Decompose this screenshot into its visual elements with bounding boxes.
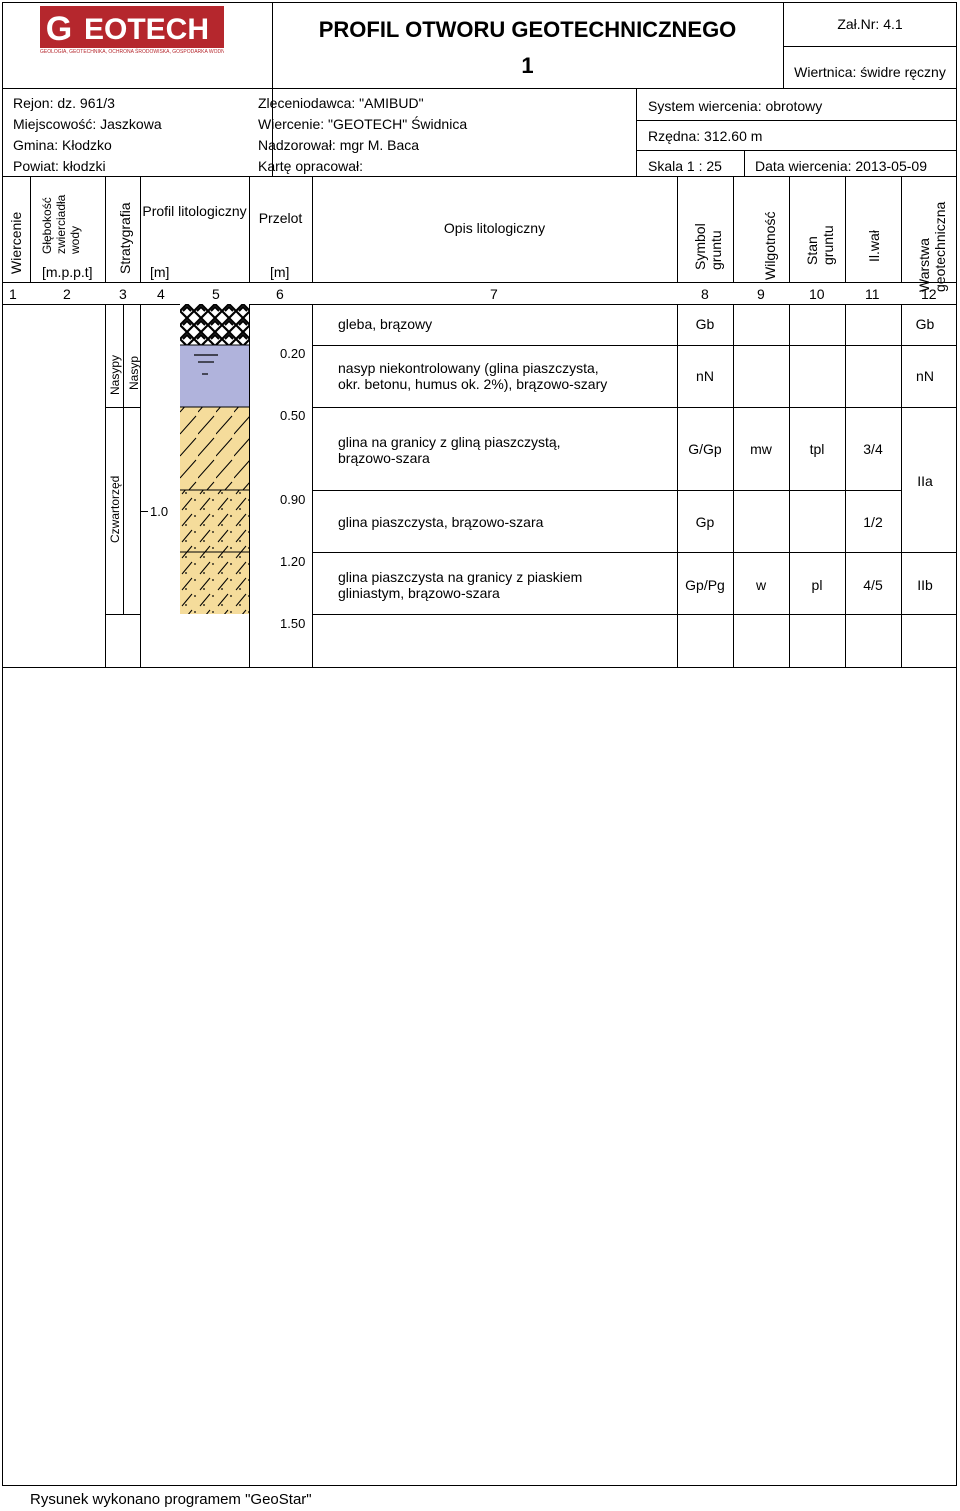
depth-1-20: 1.20 bbox=[280, 554, 306, 569]
depth-0-20: 0.20 bbox=[280, 346, 306, 361]
layer-5-moisture: w bbox=[755, 577, 767, 593]
district: Powiat: kłodzki bbox=[13, 158, 106, 174]
col-unit-interval: [m] bbox=[270, 264, 290, 280]
layer-3-state: tpl bbox=[809, 441, 825, 457]
layer-3-symbol: G/Gp bbox=[688, 441, 722, 457]
col-num-1: 1 bbox=[9, 286, 17, 302]
layer-5-description-1: glina piaszczysta na granicy z piaskiem bbox=[338, 569, 583, 585]
layer-2-symbol: nN bbox=[696, 368, 714, 384]
region: Rejon: dz. 961/3 bbox=[13, 95, 115, 111]
drilling-system: System wiercenia: obrotowy bbox=[648, 98, 823, 114]
layer-2-description-2: okr. betonu, humus ok. 2%), brązowo-szary bbox=[338, 376, 608, 392]
layer-5-geotech: IIb bbox=[917, 577, 933, 593]
col-header-soil-state: Stan gruntu bbox=[804, 225, 836, 265]
document-title: PROFIL OTWORU GEOTECHNICZNEGO bbox=[318, 17, 737, 42]
col-num-10: 10 bbox=[809, 286, 825, 302]
client: Zleceniodawca: "AMIBUD" bbox=[258, 95, 424, 111]
col-header-description: Opis litologiczny bbox=[443, 220, 546, 236]
col-header-stratigraphy: Stratygrafia bbox=[117, 202, 133, 274]
layer-3-il-wal: 3/4 bbox=[863, 441, 883, 457]
layer-5-il-wal: 4/5 bbox=[863, 577, 883, 593]
col-num-3: 3 bbox=[119, 286, 127, 302]
col-header-il-wal: Il.wał bbox=[866, 230, 882, 262]
strat-czwartorzed: Czwartorzęd bbox=[108, 475, 122, 543]
layer-5-description-2: gliniastym, brązowo-szara bbox=[338, 585, 500, 601]
col-header-drilling: Wiercenie bbox=[8, 211, 24, 274]
col-num-11: 11 bbox=[865, 286, 880, 302]
svg-text:GEOLOGIA, GEOTECHNIKA, OCHRONA: GEOLOGIA, GEOTECHNIKA, OCHRONA ŚRODOWISKA, GOSPODARKA WODNA bbox=[40, 49, 224, 54]
scale-mark-1m: 1.0 bbox=[150, 504, 169, 519]
logo-wordmark: EOTECH bbox=[84, 13, 210, 46]
layer-3-geotech: IIa bbox=[917, 473, 933, 489]
layer-4-il-wal: 1/2 bbox=[863, 514, 883, 530]
attachment-number: Zał.Nr: 4.1 bbox=[837, 16, 903, 32]
layer-1-description: gleba, brązowy bbox=[338, 316, 433, 332]
layer-3-moisture: mw bbox=[750, 441, 772, 457]
layer-5-state: pl bbox=[811, 577, 823, 593]
col-num-9: 9 bbox=[757, 286, 765, 302]
strat-nasyp: Nasyp bbox=[127, 355, 141, 390]
layer-2-description-1: nasyp niekontrolowany (glina piaszczysta, bbox=[338, 360, 599, 376]
layer-1-geotech: Gb bbox=[915, 316, 935, 332]
strat-nasypy: Nasypy bbox=[108, 354, 122, 395]
locality: Miejscowość: Jaszkowa bbox=[13, 116, 162, 132]
col-num-8: 8 bbox=[701, 286, 709, 302]
layer-2-geotech: nN bbox=[916, 368, 934, 384]
depth-1-50: 1.50 bbox=[280, 616, 306, 631]
col-header-interval: Przelot bbox=[258, 210, 303, 226]
col-header-moisture: Wilgotność bbox=[762, 211, 778, 280]
bore-number: 1 bbox=[521, 53, 534, 78]
col-num-4: 4 bbox=[157, 286, 165, 302]
col-num-2: 2 bbox=[63, 286, 71, 302]
svg-text:G: G bbox=[45, 10, 73, 48]
col-header-soil-symbol: Symbol gruntu bbox=[692, 223, 724, 270]
col-header-water-depth: Głębokość zwierciadła wody bbox=[40, 194, 82, 254]
layer-5-symbol: Gp/Pg bbox=[685, 577, 725, 593]
layer-4-symbol: Gp bbox=[695, 514, 715, 530]
scale: Skala 1 : 25 bbox=[648, 158, 722, 174]
layer-3-description-2: brązowo-szara bbox=[338, 450, 430, 466]
layer-3-description-1: glina na granicy z gliną piaszczystą, bbox=[338, 434, 561, 450]
supervisor: Nadzorował: mgr M. Baca bbox=[258, 137, 420, 153]
depth-0-90: 0.90 bbox=[280, 492, 306, 507]
driller: Wiercenie: "GEOTECH" Świdnica bbox=[258, 116, 468, 132]
depth-0-50: 0.50 bbox=[280, 408, 306, 423]
company-logo bbox=[40, 6, 224, 54]
layer-4-description: glina piaszczysta, brązowo-szara bbox=[338, 514, 544, 530]
col-header-geotech-layer: Warstwa geotechniczna bbox=[916, 201, 948, 292]
col-num-7: 7 bbox=[490, 286, 498, 302]
col-unit-water-depth: [m.p.p.t] bbox=[42, 264, 93, 280]
col-unit-profile: [m] bbox=[150, 264, 170, 280]
lithology-profile-graphic bbox=[180, 304, 249, 614]
commune: Gmina: Kłodzko bbox=[13, 137, 112, 153]
elevation: Rzędna: 312.60 m bbox=[648, 128, 763, 144]
col-num-6: 6 bbox=[276, 286, 284, 302]
footer-note: Rysunek wykonano programem "GeoStar" bbox=[30, 1491, 312, 1508]
prepared-by: Kartę opracował: bbox=[258, 158, 364, 174]
layer-1-symbol: Gb bbox=[695, 316, 715, 332]
col-header-lithology-profile: Profil litologiczny bbox=[142, 203, 247, 219]
col-num-5: 5 bbox=[212, 286, 220, 302]
drilling-date: Data wiercenia: 2013-05-09 bbox=[755, 158, 927, 174]
col-num-12: 12 bbox=[921, 286, 937, 302]
drilling-rig: Wiertnica: świdre ręczny bbox=[794, 64, 946, 80]
